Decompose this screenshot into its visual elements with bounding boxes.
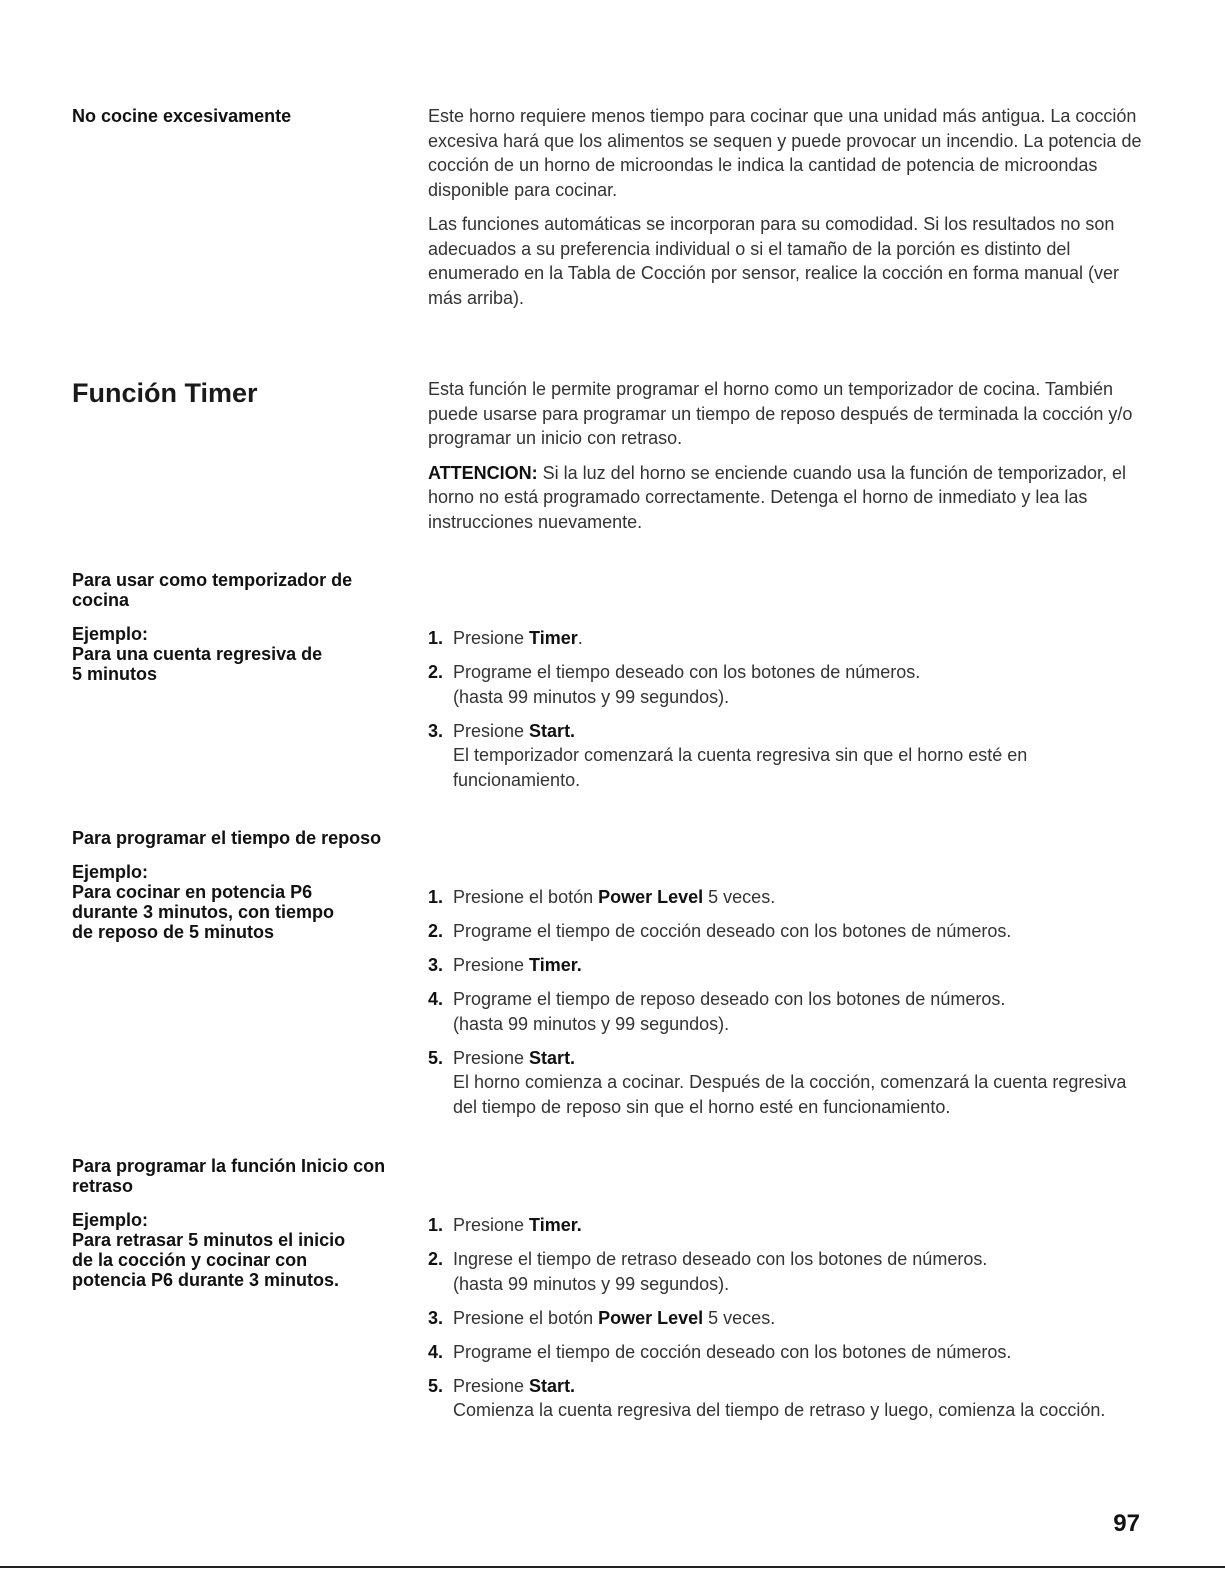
step-item: [428, 1340, 1153, 1365]
step-text: Presione: [453, 1375, 530, 1396]
step-item: [428, 1213, 1153, 1238]
step-item: [428, 626, 1153, 651]
heading-temporizador-cocina: Para usar como temporizador de cocina: [72, 570, 353, 610]
step-item: [428, 1306, 1153, 1331]
step-button-name: Power Level: [598, 1307, 704, 1328]
page-number: 97: [1113, 1510, 1140, 1537]
step-item: [428, 1046, 1153, 1120]
block2-labels: [72, 828, 392, 942]
step-note: (hasta 99 minutos y 99 segundos).: [453, 1013, 730, 1034]
heading-no-cocine: No cocine excesivamente: [72, 106, 292, 126]
step-item: [428, 719, 1153, 793]
attention-label: ATTENCION:: [428, 462, 538, 483]
step-text: Presione el botón: [453, 887, 599, 907]
step-number: 1.: [428, 887, 444, 907]
step-item: [428, 1374, 1153, 1423]
step-button-name: Power Level: [598, 887, 704, 907]
step-number: 1.: [428, 628, 444, 648]
step-number: 5.: [428, 1375, 444, 1396]
step-item: [428, 885, 1153, 910]
block3-labels: [72, 1156, 392, 1290]
step-text: Presione: [453, 955, 530, 975]
step-number: 3.: [428, 1307, 444, 1328]
step-number: 4.: [428, 1341, 444, 1362]
step-text: Programe el tiempo deseado con los botones de números.: [453, 662, 921, 682]
step-number: 4.: [428, 989, 444, 1009]
steps-list-3: [428, 1213, 1153, 1432]
step-item: [428, 953, 1153, 978]
attention-text: Si la luz del horno se enciende cuando usa la función de temporizador, el horno no está programado correctamente. Detenga el horno de inmediato y lea las instrucciones nuevamente.: [428, 462, 1127, 532]
step-text: Presione: [453, 720, 530, 741]
step-number: 5.: [428, 1047, 444, 1068]
example-countdown: Ejemplo: Para una cuenta regresiva de 5 minutos: [72, 624, 323, 684]
section-title-timer: Función Timer: [72, 378, 258, 408]
step-text: Programe el tiempo de cocción deseado con los botones de números.: [453, 921, 1012, 941]
step-text: Presione el botón: [453, 1307, 599, 1328]
step-note: (hasta 99 minutos y 99 segundos).: [453, 686, 730, 707]
step-note: (hasta 99 minutos y 99 segundos).: [453, 1273, 730, 1294]
steps-list-1: [428, 626, 1153, 802]
step-button-name: Timer: [529, 628, 578, 648]
step-text-after: 5 veces.: [703, 887, 776, 907]
paragraph-overcook: Este horno requiere menos tiempo para cocinar que una unidad más antigua. La cocción excesiva hará que los alimentos se sequen y puede provocar un incendio. La potencia de cocción de un horno de microondas le indica la cantidad de potencia de microondas disponible para cocinar.: [428, 106, 1142, 200]
step-text: Presione: [453, 1215, 530, 1235]
step-number: 2.: [428, 1249, 444, 1269]
step-text: Programe el tiempo de cocción deseado con los botones de números.: [453, 1341, 1012, 1362]
step-number: 2.: [428, 921, 444, 941]
example-reposo: Ejemplo: Para cocinar en potencia P6 durante 3 minutos, con tiempo de reposo de 5 minutos: [72, 862, 335, 942]
heading-tiempo-reposo: Para programar el tiempo de reposo: [72, 828, 382, 848]
step-number: 1.: [428, 1215, 444, 1235]
step-note: El temporizador comenzará la cuenta regresiva sin que el horno esté en funcionamiento.: [453, 745, 1028, 790]
step-button-name: Start.: [529, 720, 576, 741]
step-item: [428, 1247, 1153, 1296]
step-button-name: Start.: [529, 1047, 576, 1068]
step-button-name: Timer.: [529, 955, 582, 975]
step-text-after: .: [577, 628, 583, 648]
step-number: 2.: [428, 662, 444, 682]
step-button-name: Start.: [529, 1375, 576, 1396]
step-note: El horno comienza a cocinar. Después de la cocción, comenzará la cuenta regresiva del tiempo de reposo sin que el horno esté en funcionamiento.: [453, 1072, 1127, 1117]
bottom-rule: [0, 1566, 1225, 1568]
steps-list-2: [428, 885, 1153, 1129]
step-text: Ingrese el tiempo de retraso deseado con los botones de números.: [453, 1249, 988, 1269]
step-text: Programe el tiempo de reposo deseado con los botones de números.: [453, 989, 1006, 1009]
step-text: Presione: [453, 1047, 530, 1068]
step-text-after: 5 veces.: [703, 1307, 776, 1328]
block1-labels: [72, 570, 392, 684]
step-text: Presione: [453, 628, 530, 648]
example-retraso: Ejemplo: Para retrasar 5 minutos el inicio de la cocción y cocinar con potencia P6 durante 3 minutos.: [72, 1210, 346, 1290]
step-item: [428, 987, 1153, 1036]
paragraph-auto-functions: Las funciones automáticas se incorporan para su comodidad. Si los resultados no son adecuados a su preferencia individual o si el tamaño de la porción es distinto del enumerado en la Tabla de Cocción por sensor, realice la cocción en forma manual (ver más arriba).: [428, 214, 1120, 308]
heading-inicio-retraso: Para programar la función Inicio con retraso: [72, 1156, 386, 1196]
step-item: [428, 919, 1153, 944]
paragraph-attention: [428, 461, 1153, 535]
paragraph-timer-intro: Esta función le permite programar el horno como un temporizador de cocina. También puede usarse para programar un tiempo de reposo después de terminada la cocción y/o programar un inicio con retraso.: [428, 379, 1133, 448]
step-item: [428, 660, 1153, 709]
section1-body: [428, 104, 1153, 310]
step-button-name: Timer.: [529, 1215, 582, 1235]
section2-body: [428, 377, 1153, 534]
step-number: 3.: [428, 720, 444, 741]
step-number: 3.: [428, 955, 444, 975]
step-note: Comienza la cuenta regresiva del tiempo de retraso y luego, comienza la cocción.: [453, 1400, 1106, 1420]
